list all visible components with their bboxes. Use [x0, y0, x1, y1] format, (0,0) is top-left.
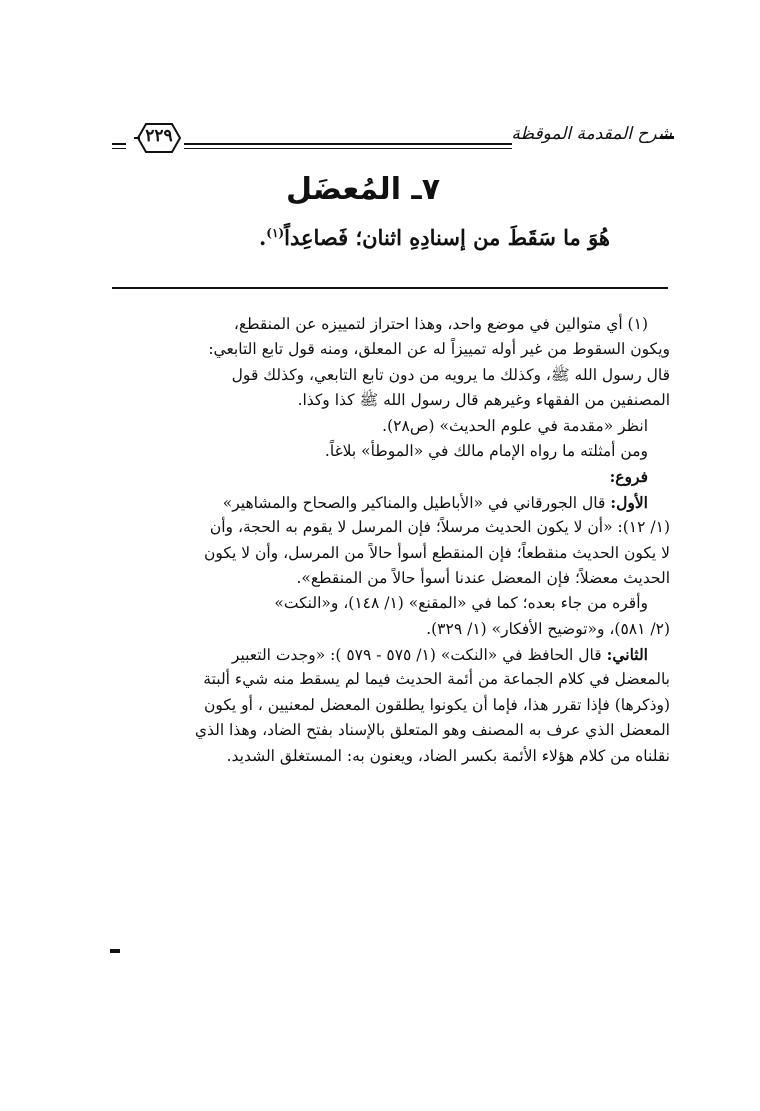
reference-line: انظر «مقدمة في علوم الحديث» (ص٢٨).	[382, 416, 648, 435]
footnote-line: ويكون السقوط من غير أوله تمييزاً له عن المعلق، ومنه قول تابع التابعي:	[208, 340, 670, 359]
footnote-line: الحديث معضلاً؛ فإن المعضل عندنا أسوأ حالاً من المنقطع».	[296, 568, 670, 587]
definition-period: .	[258, 225, 267, 250]
footnote-line: المصنفين من الفقهاء وغيرهم قال رسول الله ﷺ كذا وكذا.	[297, 391, 670, 410]
header-rule	[184, 143, 512, 149]
header-rule-left	[112, 143, 126, 149]
definition-body: هُوَ ما سَقَطَ من إسنادِهِ اثنان؛ فَصاعِداً	[284, 225, 610, 250]
first-branch-text: قال الجورقاني في «الأباطيل والمناكير والصحاح والمشاهير»	[222, 493, 606, 512]
reference-line: ومن أمثلته ما رواه الإمام مالك في «الموطأ» بلاغاً.	[324, 441, 648, 460]
footnote-line: لا يكون الحديث منقطعاً؛ فإن المنقطع أسوأ حالاً من المرسل، وأن لا يكون	[204, 543, 670, 562]
stray-mark	[110, 949, 120, 953]
definition-text	[259, 225, 610, 250]
footnote-line: (٢/ ٥٨١)، و«توضيح الأفكار» (١/ ٣٢٩).	[426, 619, 670, 638]
second-branch-line	[75, 642, 670, 667]
footnote-line: (وذكرها) فإذا تقرر هذا، فإما أن يكونوا يطلقون المعضل لمعنيين ، أو يكون	[203, 695, 670, 714]
footnote-line: قال رسول الله ﷺ، وكذلك ما يرويه من دون تابع التابعي، وكذلك قول	[231, 365, 670, 384]
branches-label: فروع:	[609, 467, 648, 487]
footnote-block	[75, 312, 670, 769]
footnote-marker: (١)	[266, 226, 285, 240]
second-branch-text: قال الحافظ في «النكت» (١/ ٥٧٥ - ٥٧٩ ): «وجدت التعبير	[231, 646, 602, 665]
section-heading: ٧ـ المُعضَل	[286, 172, 440, 207]
running-header	[112, 118, 672, 158]
page-number: ٢٢٩	[145, 126, 173, 146]
footnote-line: (١/ ١٢): «أن لا يكون الحديث مرسلاً؛ فإن المرسل لا يقوم به الحجة، وأن	[209, 518, 670, 537]
first-branch-line	[75, 490, 670, 515]
footnote-line: بالمعضل في كلام الجماعة من أئمة الحديث فيما لم يسقط منه شيء ألبتة	[203, 670, 670, 689]
footnote-line: نقلناه من كلام هؤلاء الأئمة بكسر الضاد، ويعنون به: المستغلق الشديد.	[226, 746, 670, 765]
footnote-line: وأقره من جاء بعده؛ كما في «المقنع» (١/ ١٤٨)، و«النكت»	[274, 594, 648, 613]
footnote-line: (١) أي متوالين في موضع واحد، وهذا احتراز لتمييزه عن المنقطع،	[233, 315, 648, 333]
running-title: شرح المقدمة الموقظة	[511, 124, 672, 144]
first-label: الأول:	[610, 492, 648, 512]
second-label: الثاني:	[606, 645, 648, 665]
footnote-divider	[112, 287, 668, 289]
footnote-line: المعضل الذي عرف به المصنف وهو المتعلق بالإسناد بفتح الضاد، وهذا الذي	[194, 721, 670, 740]
page-number-frame	[132, 120, 186, 156]
